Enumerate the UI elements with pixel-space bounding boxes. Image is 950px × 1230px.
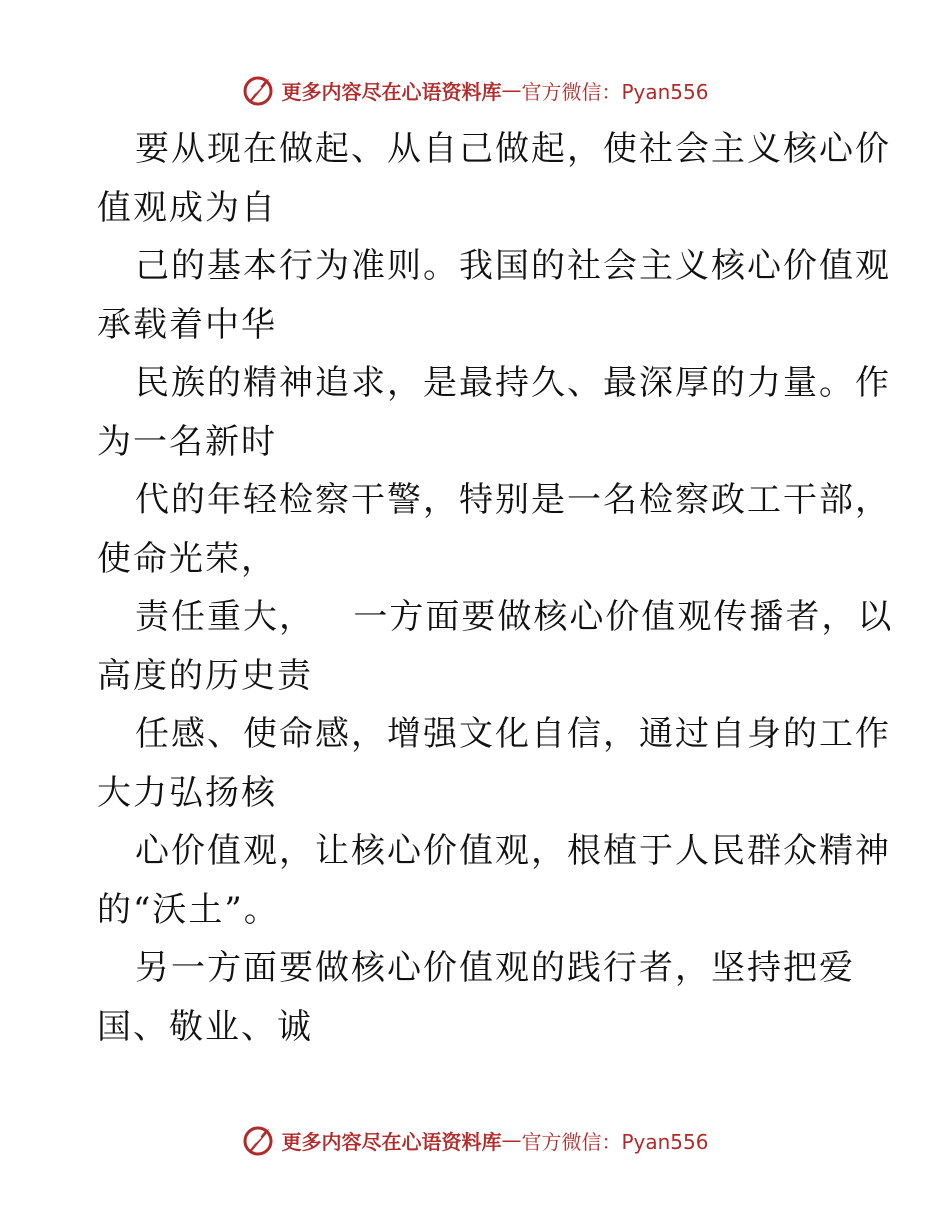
text-line: 代的年轻检察干警，特别是一名检察政工干部， bbox=[135, 480, 891, 520]
text-line: 责任重大， 一方面要做核心价值观传播者，以 bbox=[135, 597, 894, 637]
text-line: 任感、使命感，增强文化自信，通过自身的工作 bbox=[135, 714, 891, 754]
text-line: 承载着中华 bbox=[97, 304, 277, 345]
text-line: 大力弘扬核 bbox=[97, 772, 277, 813]
text-line: 为一名新时 bbox=[97, 421, 277, 462]
header-brand: 更多内容尽在心语资料库 bbox=[281, 79, 502, 104]
footer-dash: — bbox=[501, 1128, 522, 1152]
text-line: 民族的精神追求，是最持久、最深厚的力量。作 bbox=[135, 363, 891, 403]
text-line: 己的基本行为准则。我国的社会主义核心价值观 bbox=[135, 246, 891, 286]
footer-brand: 更多内容尽在心语资料库 bbox=[281, 1129, 502, 1154]
text-line: 要从现在做起、从自己做起，使社会主义核心价 bbox=[135, 129, 891, 169]
header-wechat: 官方微信：Pyan556 bbox=[521, 79, 709, 104]
text-line: 值观成为自 bbox=[97, 187, 277, 228]
text-line: 心价值观，让核心价值观，根植于人民群众精神 bbox=[135, 831, 891, 871]
header-banner bbox=[0, 70, 950, 110]
header-dash: — bbox=[501, 78, 522, 102]
quill-pen-circle-icon bbox=[241, 1123, 275, 1157]
footer-banner bbox=[0, 1120, 950, 1160]
text-line: 的“沃土”。 bbox=[97, 889, 280, 930]
text-line: 高度的历史责 bbox=[97, 655, 313, 696]
quill-pen-circle-icon bbox=[241, 73, 275, 107]
footer-wechat: 官方微信：Pyan556 bbox=[521, 1129, 709, 1154]
document-body bbox=[97, 120, 894, 1056]
text-line: 使命光荣， bbox=[97, 538, 277, 579]
text-line: 另一方面要做核心价值观的践行者，坚持把爱 bbox=[135, 948, 855, 988]
text-line: 国、敬业、诚 bbox=[97, 1006, 313, 1047]
